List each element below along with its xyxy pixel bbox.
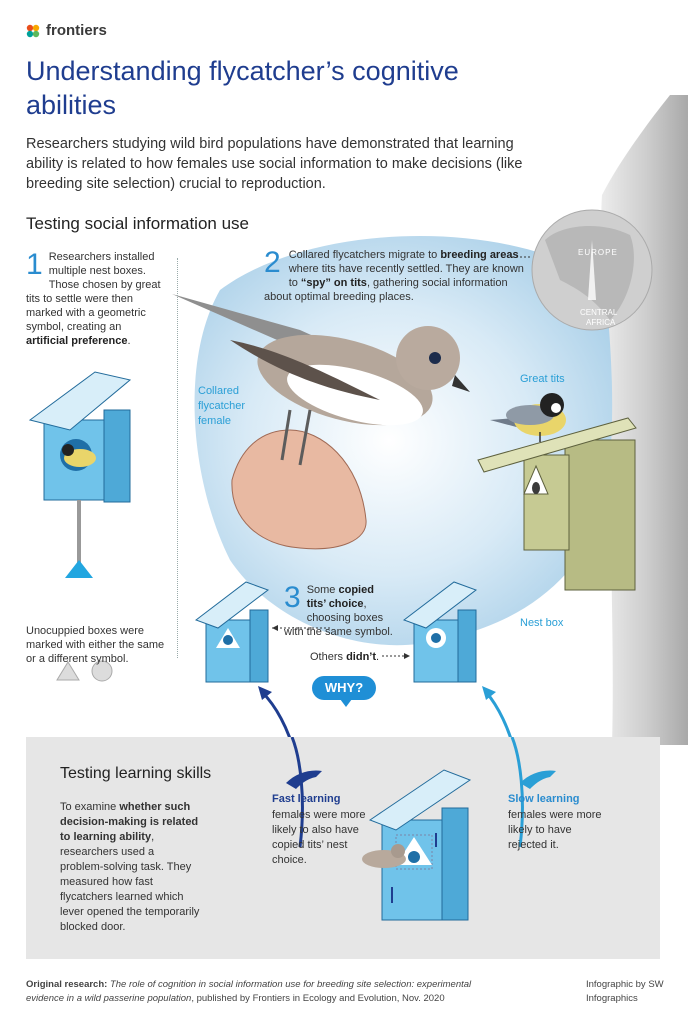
learning-desc-a: To examine: [60, 801, 120, 813]
others-text-b: .: [376, 651, 380, 663]
learning-desc-bold: whether such decision-making is related to learning ability: [60, 801, 199, 843]
fast-bird-icon-panel: [286, 771, 322, 790]
step-1-text-c: .: [127, 335, 131, 347]
others-bold: didn’t: [346, 651, 377, 663]
step-1-text: [26, 250, 166, 348]
fast-learning-title: Fast learning: [272, 793, 341, 805]
step-3-bold: copied tits’ choice: [306, 584, 374, 610]
step-1: [26, 250, 166, 348]
learning-nest-box-panel: [362, 770, 470, 920]
footer-publisher: , published by Frontiers in Ecology and Evolution, Nov. 2020: [191, 993, 445, 1004]
section2-heading: Testing learning skills: [60, 765, 212, 782]
others-text-a: Others: [310, 651, 347, 663]
step-2-number: 2: [264, 246, 281, 279]
footer-citation: [26, 978, 506, 1006]
step-2: [264, 248, 524, 304]
nest-box-1: [30, 372, 130, 502]
step-2-bold-b: “spy” on tits: [300, 277, 367, 289]
step-1-number: 1: [26, 248, 43, 281]
step-1-text-a: Researchers installed multiple nest boxes. Those chosen by great tits to settle were then marked with a geometric symbol, creating an: [26, 251, 161, 333]
section1-heading: Testing social information use: [26, 214, 250, 233]
unoccupied-text: Unocuppied boxes were marked with either the same or a different symbol.: [26, 625, 165, 665]
step-3-number: 3: [284, 581, 301, 614]
page-title: Understanding flycatcher’s cognitive abilities: [26, 56, 459, 120]
step-3-text-a: Some: [306, 584, 339, 596]
map-label-europe: EUROPE: [578, 248, 618, 257]
why-badge: WHY?: [312, 676, 376, 700]
slow-bird-icon-panel: [520, 771, 556, 790]
learning-description: [60, 800, 200, 935]
label-great-tits: Great tits: [520, 373, 565, 385]
blue-triangle-symbol: [65, 560, 93, 578]
nest-box-2: [196, 582, 268, 682]
slow-learning-text: females were more likely to have rejected it.: [508, 809, 602, 851]
footer-paper-title: The role of cognition in social information use for breeding site selection: experimental evidence in a wild passerine population: [26, 979, 472, 1004]
logo-text: frontiers: [46, 22, 107, 39]
footer-label: Original research:: [26, 979, 108, 990]
intro-text: Researchers studying wild bird populations have demonstrated that learning ability is related to how females use social information to make decisions (like breeding site selection) crucial to reproduction.: [26, 136, 523, 192]
others-text: [310, 650, 379, 664]
map-label-africa-2: AFRICA: [586, 318, 616, 327]
divider: [177, 258, 178, 658]
label-nest-box: Nest box: [520, 617, 564, 629]
step-2-text-b: where tits have recently settled. They are known to: [288, 263, 524, 289]
step-2-bold-a: breeding areas: [440, 249, 519, 261]
step-1-bold: artificial preference: [26, 335, 128, 347]
step-2-text-a: Collared flycatchers migrate to: [288, 249, 441, 261]
footer-credit: Infographic by SW Infographics: [586, 979, 664, 1004]
step-3-text-b: , choosing boxes with the same symbol.: [284, 598, 393, 638]
tree-trunk: [601, 95, 688, 745]
step-2-text-c: , gathering social information about optimal breeding places.: [264, 277, 508, 303]
slow-learning-title: Slow learning: [508, 793, 580, 805]
step-2-text: [264, 248, 524, 304]
step-3: [284, 583, 394, 639]
learning-desc-b: , researchers used a problem-solving task. They measured how fast flycatchers learned which lever opened the temporarily blocked door.: [60, 831, 200, 933]
fast-learning-text: females were more likely to also have copied tits’ nest choice.: [272, 809, 366, 866]
map-label-africa-1: CENTRAL: [580, 308, 618, 317]
label-flycatcher: Collared flycatcher female: [198, 385, 246, 427]
